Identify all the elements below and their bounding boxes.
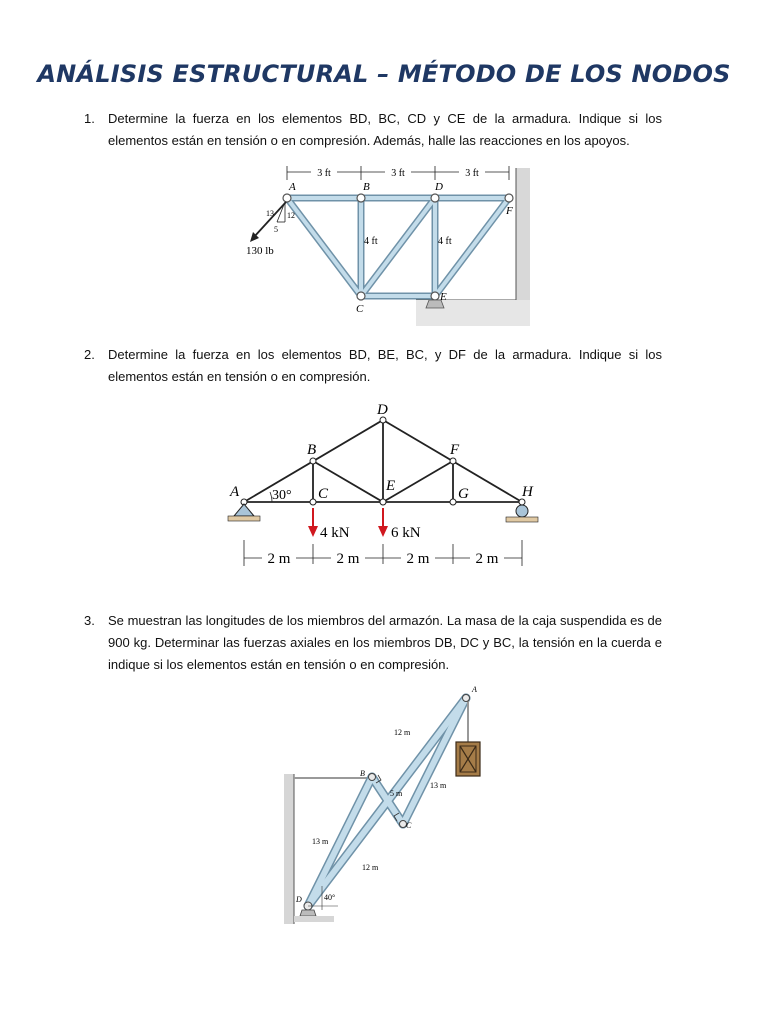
span-label: 2 m: [336, 551, 360, 567]
length-label: 12 m: [394, 728, 411, 737]
load-arrow: [254, 202, 286, 237]
problem-number: 3.: [84, 613, 95, 628]
node-label: F: [450, 442, 460, 458]
node-label: C: [406, 821, 412, 830]
slope-label: 5: [274, 225, 278, 234]
node-label: C: [356, 303, 364, 315]
problem-text: Determine la fuerza en los elementos BD, BE, BC, y DF de la armadura. Indique si los elementos están en tensión o en compresión.: [108, 347, 662, 384]
node-label: D: [377, 402, 388, 418]
span-label: 2 m: [475, 551, 499, 567]
crate: [456, 742, 480, 776]
node-label: B: [307, 442, 317, 458]
height-label: 4 ft: [364, 236, 378, 247]
node-label: A: [289, 181, 296, 193]
slope-label: 13: [266, 209, 274, 218]
height-label: 4 ft: [438, 236, 452, 247]
dimension-label: 3 ft: [317, 168, 331, 179]
problem-text: Determine la fuerza en los elementos BD, BC, CD y CE de la armadura. Indique si los elementos están en tensión o en compresión. Además, halle las reacciones en los apoyos.: [108, 111, 662, 148]
page-title: ANÁLISIS ESTRUCTURAL – MÉTODO DE LOS NODOS: [37, 60, 731, 88]
problem-text: Se muestran las longitudes de los miembros del armazón. La masa de la caja suspendida es de 900 kg. Determinar las fuerzas axiales en los miembros DB, DC y BC, la tensión en la cuerda e indique si los elementos están en tensión o en compresión.: [108, 613, 662, 672]
node-label: A: [230, 484, 240, 500]
node-label: E: [440, 291, 447, 303]
node-label: B: [360, 769, 365, 778]
load-label: 6 kN: [391, 525, 421, 541]
node-label: H: [522, 484, 533, 500]
angle-label: 40°: [324, 893, 336, 902]
load-arrow: [308, 508, 318, 537]
node-label: G: [458, 486, 469, 502]
length-label: 5 m: [390, 789, 403, 798]
node-label: F: [506, 205, 513, 217]
node-label: D: [435, 181, 443, 193]
problem-2: [84, 344, 662, 388]
node-label: A: [472, 685, 477, 694]
node-label: C: [318, 486, 329, 502]
dimension-label: 3 ft: [465, 168, 479, 179]
pin-support: [234, 504, 254, 516]
roller-support: [516, 505, 528, 517]
node-label: B: [363, 181, 370, 193]
angle-label: 30°: [272, 488, 292, 503]
wall: [284, 774, 294, 924]
node-label: E: [386, 478, 396, 494]
length-label: 13 m: [430, 781, 447, 790]
problem-number: 1.: [84, 111, 95, 126]
load-label: 130 lb: [246, 245, 274, 257]
load-label: 4 kN: [320, 525, 350, 541]
span-label: 2 m: [406, 551, 430, 567]
frame-figure-3: [280, 680, 500, 930]
pin-support: [300, 910, 316, 916]
truss-figure-1: [236, 160, 536, 330]
load-arrow: [378, 508, 388, 537]
length-label: 13 m: [312, 837, 329, 846]
problem-number: 2.: [84, 347, 95, 362]
truss-figure-2: [226, 398, 546, 572]
length-label: 12 m: [362, 863, 379, 872]
span-label: 2 m: [267, 551, 291, 567]
problem-1: [84, 108, 662, 152]
node-label: D: [296, 895, 302, 904]
dimension-label: 3 ft: [391, 168, 405, 179]
problem-3: [84, 610, 662, 676]
slope-label: 12: [287, 211, 295, 220]
